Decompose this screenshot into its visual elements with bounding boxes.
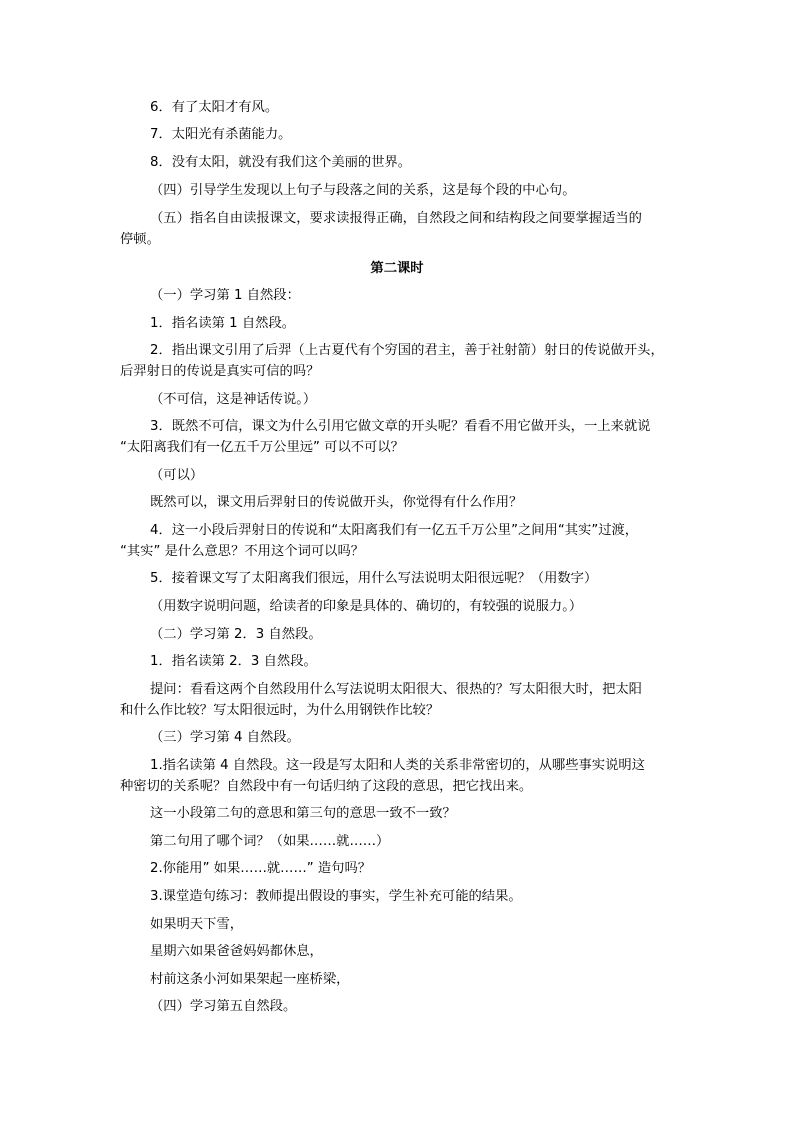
paragraph: （五）指名自由读报课文，要求读报得正确，自然段之间和结构段之间要掌握适当的 xyxy=(150,211,642,226)
list-item: 1．指名读第 1 自然段。 xyxy=(150,316,296,331)
list-item: 5．接着课文写了太阳离我们很远，用什么写法说明太阳很远呢？（用数字） xyxy=(150,571,598,586)
paragraph: 第二句用了哪个词？（如果……就……） xyxy=(150,834,390,849)
paragraph-continuation: “太阳离我们有一亿五千万公里远” 可以不可以？ xyxy=(120,440,404,455)
paragraph: 这一小段第二句的意思和第三句的意思一致不一致？ xyxy=(150,806,456,821)
list-item: 7．太阳光有杀菌能力。 xyxy=(150,127,292,142)
list-item: 3．既然不可信，课文为什么引用它做文章的开头呢？看看不用它做开头，一上来就说 xyxy=(150,419,651,434)
example-sentence: 如果明天下雪， xyxy=(150,917,244,932)
paragraph-continuation: 后羿射日的传说是真实可信的吗？ xyxy=(120,364,320,379)
paragraph: （四）引导学生发现以上句子与段落之间的关系，这是每个段的中心句。 xyxy=(150,183,576,198)
example-sentence: 星期六如果爸爸妈妈都休息， xyxy=(150,944,323,959)
list-item: 6．有了太阳才有风。 xyxy=(150,100,279,115)
paragraph-continuation: 停顿。 xyxy=(120,232,160,247)
list-item: 1.指名读第 4 自然段。这一段是写太阳和人类的关系非常密切的，从哪些事实说明这 xyxy=(150,758,645,773)
paragraph-continuation: 和什么作比较？写太阳很远时，为什么用钢铁作比较？ xyxy=(120,703,440,718)
paragraph: 既然可以，课文用后羿射日的传说做开头，你觉得有什么作用？ xyxy=(150,495,523,510)
section-title: 第二课时 xyxy=(370,261,424,276)
paragraph-continuation: 种密切的关系呢？自然段中有一句话归纳了这段的意思，把它找出来。 xyxy=(120,779,533,794)
section-heading: （三）学习第 4 自然段。 xyxy=(150,730,300,745)
list-item: 2．指出课文引用了后羿（上古夏代有个穷国的君主，善于社射箭）射日的传说做开头， xyxy=(150,343,664,358)
example-sentence: 村前这条小河如果架起一座桥梁， xyxy=(150,972,350,987)
answer-note: （用数字说明问题，给读者的印象是具体的、确切的，有较强的说服力。） xyxy=(150,599,583,614)
list-item: 4．这一小段后羿射日的传说和“太阳离我们有一亿五千万公里”之间用“其实”过渡， xyxy=(150,523,639,538)
answer-note: （可以） xyxy=(150,468,204,483)
section-heading: （一）学习第 1 自然段： xyxy=(150,288,300,303)
paragraph-continuation: “其实” 是什么意思？不用这个词可以吗？ xyxy=(120,544,365,559)
list-item: 3.课堂造句练习：教师提出假设的事实，学生补充可能的结果。 xyxy=(150,889,522,904)
section-heading: （二）学习第 2．3 自然段。 xyxy=(150,627,322,642)
list-item: 8．没有太阳，就没有我们这个美丽的世界。 xyxy=(150,155,412,170)
section-heading: （四）学习第五自然段。 xyxy=(150,999,297,1014)
paragraph: 提问：看看这两个自然段用什么写法说明太阳很大、很热的？写太阳很大时，把太阳 xyxy=(150,682,642,697)
list-item: 1．指名读第 2．3 自然段。 xyxy=(150,654,317,669)
list-item: 2.你能用” 如果……就……” 造句吗？ xyxy=(150,861,372,876)
answer-note: （不可信，这是神话传说。） xyxy=(150,392,317,407)
